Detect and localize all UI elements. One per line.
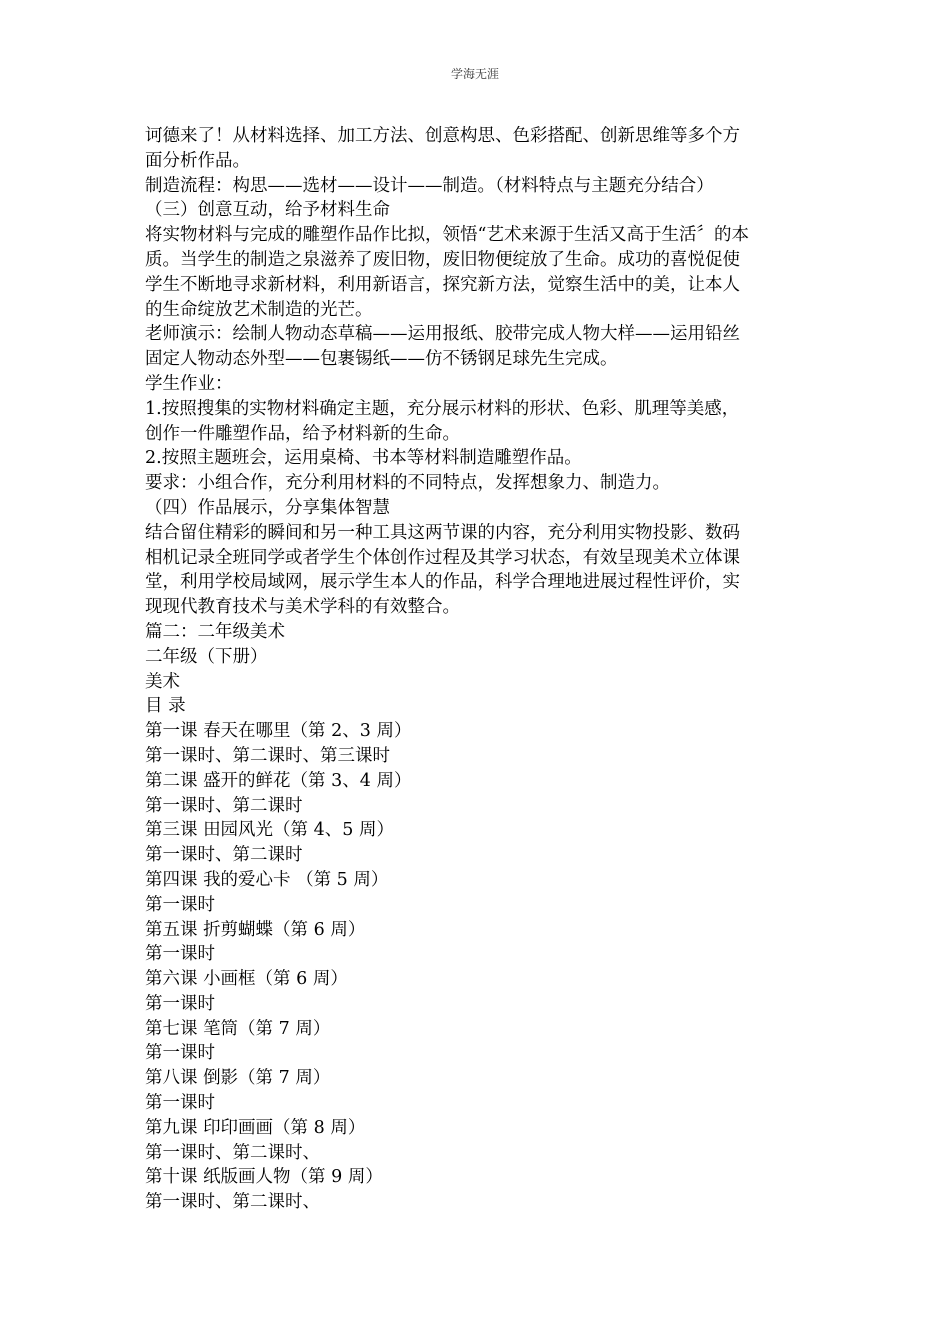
page-header: 学海无涯 [450, 67, 499, 81]
section-heading: （三）创意互动，给予材料生命 [145, 200, 390, 221]
toc-lesson: 第十课 纸版画人物（第 9 周） [145, 1167, 383, 1188]
text-line: 二年级（下册） [145, 646, 268, 667]
document-body [145, 124, 810, 1215]
toc-periods: 第一课时 [145, 1093, 215, 1114]
text-line: 学生作业： [145, 373, 233, 394]
toc-heading: 目 录 [145, 696, 186, 717]
text-line: 学生不断地寻求新材料，利用新语言，探究新方法，觉察生活中的美，让本人 [145, 274, 740, 295]
text-line: 相机记录全班同学或者学生个体创作过程及其学习状态，有效呈现美术立体课 [145, 547, 740, 568]
text-line: 堂，利用学校局域网，展示学生本人的作品，科学合理地进展过程性评价，实 [145, 572, 740, 593]
toc-lesson: 第九课 印印画画（第 8 周） [145, 1117, 366, 1138]
chapter-heading: 篇二：二年级美术 [145, 621, 285, 642]
text-line: 美术 [145, 671, 180, 692]
toc-periods: 第一课时、第二课时、第三课时 [145, 745, 390, 766]
text-line: 面分析作品。 [145, 150, 250, 171]
toc-periods: 第一课时 [145, 1043, 215, 1064]
toc-lesson: 第三课 田园风光（第 4、5 周） [145, 820, 394, 841]
text-line: 固定人物动态外型——包裹锡纸——仿不锈钢足球先生完成。 [145, 349, 618, 370]
text-line: 要求：小组合作，充分利用材料的不同特点，发挥想象力、制造力。 [145, 473, 670, 494]
text-line: 诃德来了！从材料选择、加工方法、创意构思、色彩搭配、创新思维等多个方 [145, 126, 740, 146]
section-heading: （四）作品展示，分享集体智慧 [145, 497, 390, 518]
toc-periods: 第一课时 [145, 894, 215, 915]
text-line: 制造流程：构思——选材——设计——制造。（材料特点与主题充分结合） [145, 175, 714, 196]
toc-lesson: 第二课 盛开的鲜花（第 3、4 周） [145, 770, 412, 791]
text-line: 老师演示：绘制人物动态草稿——运用报纸、胶带完成人物大样——运用铅丝 [145, 324, 740, 345]
toc-periods: 第一课时 [145, 993, 215, 1014]
toc-lesson: 第八课 倒影（第 7 周） [145, 1068, 331, 1089]
toc-periods: 第一课时、第二课时、 [145, 1142, 320, 1163]
text-line: 结合留住精彩的瞬间和另一种工具这两节课的内容，充分利用实物投影、数码 [145, 522, 740, 543]
toc-lesson: 第一课 春天在哪里（第 2、3 周） [145, 721, 412, 742]
toc-lesson: 第六课 小画框（第 6 周） [145, 969, 348, 990]
text-line: 1.按照搜集的实物材料确定主题，充分展示材料的形状、色彩、肌理等美感， [145, 398, 740, 419]
text-line: 现现代教育技术与美术学科的有效整合。 [145, 597, 460, 618]
toc-periods: 第一课时、第二课时 [145, 795, 303, 816]
toc-periods: 第一课时、第二课时、 [145, 1192, 320, 1213]
text-line: 将实物材料与完成的雕塑作品作比拟，领悟“艺术来源于生活又高于生活〞的本 [145, 225, 749, 246]
text-line: 质。当学生的制造之泉滋养了废旧物，废旧物便绽放了生命。成功的喜悦促使 [145, 249, 740, 270]
text-line: 创作一件雕塑作品，给予材料新的生命。 [145, 423, 460, 444]
text-line: 的生命绽放艺术制造的光芒。 [145, 299, 373, 320]
toc-lesson: 第七课 笔筒（第 7 周） [145, 1018, 331, 1039]
toc-periods: 第一课时 [145, 944, 215, 965]
toc-periods: 第一课时、第二课时 [145, 845, 303, 866]
toc-lesson: 第五课 折剪蝴蝶（第 6 周） [145, 919, 366, 940]
text-line: 2.按照主题班会，运用桌椅、书本等材料制造雕塑作品。 [145, 448, 582, 469]
toc-lesson: 第四课 我的爱心卡 （第 5 周） [145, 869, 389, 890]
